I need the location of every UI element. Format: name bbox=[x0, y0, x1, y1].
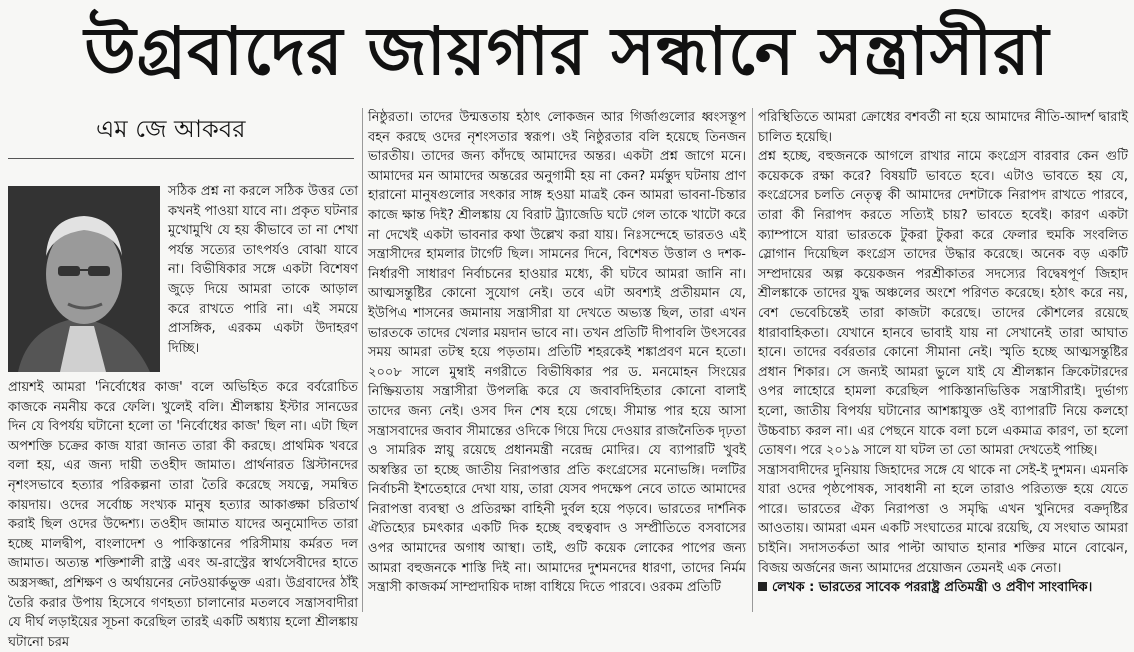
author-photo bbox=[8, 186, 160, 372]
paragraph: প্রায়শই আমরা 'নির্বোধের কাজ' বলে অভিহিত করে বর্বরোচিত কাজকে নমনীয় করে ফেলি। খুলেই বলি। শ্রীলঙ্কায় ইস্টার সানডের দিন যে বিপর্যয় ঘটানো হলো তা 'নির্বোধের কাজ' ছিল না। এটা ছিল অপশক্তি চক্রের কাজ যারা জানত তারা কী করছে। প্রাথমিক খবরে বলা হয়, এর জন্য দায়ী তওহীদ জামাত। প্রার্থনারত খ্রিস্টানদের নৃশংসভাবে হত্যার পরিকল্পনা তারা তৈরি করেছে সযত্নে, সমন্বিত কায়দায়। ওদের সর্বোচ্চ সংখ্যক মানুষ হত্যার আকাঙ্ক্ষা চরিতার্থ করাই ছিল ওদের উদ্দেশ্য। তওহীদ জামাত যাদের অনুমোদিত তারা হচ্ছে মালদ্বীপ, বাংলাদেশ ও পাকিস্তানের পরিসীমায় কর্মরত দল জামাত। অত্যন্ত শক্তিশালী রাস্ট্র এবং অ-রাস্ট্রের স্বার্থসেবীদের হাতে অস্ত্রসজ্জা, প্রশিক্ষণ ও অর্থায়নের নেটওয়ার্কভুক্ত এরা। উগ্রবাদের ঠাঁই তৈরি করার উপায় হিসেবে গণহত্যা চালানোর মতলবে সন্ত্রাসবাদীরা যে দীর্ঘ লড়াইয়ের সূচনা করেছিল তারই একটি অধ্যায় হলো শ্রীলঙ্কায় ঘটানো চরম bbox=[8, 380, 358, 650]
square-bullet-icon bbox=[758, 582, 767, 591]
column-2 bbox=[368, 108, 746, 612]
byline-rule bbox=[8, 158, 354, 159]
column-divider bbox=[752, 108, 753, 612]
column-3 bbox=[758, 108, 1128, 612]
author-portrait-icon bbox=[8, 186, 160, 372]
author-note-text: লেখক : ভারতের সাবেক পররাষ্ট্র প্রতিমন্ত্রী ও প্রবীণ সাংবাদিক। bbox=[772, 580, 1093, 596]
paragraph: পরিস্থিতিতে আমরা ক্রোধের বশবর্তী না হয়ে আমাদের নীতি-আদর্শ দ্বারাই চালিত হয়েছি। bbox=[758, 110, 1128, 145]
column-divider bbox=[362, 108, 363, 612]
paragraph: প্রশ্ন হচ্ছে, বহুজনকে আগলে রাখার নামে কংগ্রেস বারবার কেন গুটি কয়েককে রক্ষা করে? বিষয়টি ভাবতে হবে। এটাও ভাবতে হয় যে, কংগ্রেসের চলতি নেতৃত্ব কী আমাদের দেশটাকে নিরাপদ রাখতে পারবে, তারা কী নিরাপদ করতে সত্যিই চায়? ভাবতে হবেই। কারণ একটা ক্যাম্পাসে যারা ভারতকে টুকরা টুকরা করে ফেলার হুমকি সংবলিত স্লোগান দিয়েছিল কংগ্রেস তাদের উদ্ধার করেছে। অনেক বড় একটি সম্প্রদায়ের অল্প কয়েকজন পরশ্রীকাতর সদস্যের বিদ্বেষপূর্ণ জিহাদ শ্রীলঙ্কাকে তাদের যুদ্ধ অঞ্চলের অংশে পরিণত করেছে। হঠাৎ করে নয়, বেশ ভেবেচিন্তেই তারা কাজটা করেছে। তাদের কৌশলের রয়েছে ধারাবাহিকতা। যেখানে হানবে ভাবাই যায় না সেখানেই তারা আঘাত হানে। তাদের বর্বরতার কোনো সীমানা নেই। স্মৃতি হচ্ছে আত্মসন্তুষ্টির প্রধান শিকার। সে জন্যই আমরা ভুলে যাই যে শ্রীলঙ্কান ক্রিকেটারদের ওপর লাহোরে হামলা করেছিল পাকিস্তানভিত্তিক সন্ত্রাসীরাই। দুর্ভাগ্য হলো, জাতীয় বিপর্যয় ঘটানোর আশঙ্কাযুক্ত ওই ব্যাপারটি নিয়ে কলহো উচ্চবাচ্য করল না। এর পেছনে যাকে বলা চলে একমাত্র কারণ, তা হলো তোষণ। পরে ২০১৯ সালে যা ঘটল তা তো আমরা দেখতেই পাচ্ছি। bbox=[758, 149, 1128, 459]
paragraph: সন্ত্রাসবাদীদের দুনিয়ায় জিহাদের সঙ্গে যে থাকে না সেই-ই দুশমন। এমনকি যারা ওদের পৃষ্ঠপোষক, সাবধানী না হলে তারাও পরিত্যক্ত হয়ে যেতে পারে। ভারতের ঐক্য নিরাপত্তা ও সমৃদ্ধি এখন খুনিদের বক্রদৃষ্টির আওতায়। আমরা এমন একটি সংঘাতের মাঝে রয়েছি, যে সংঘাত আমরা চাইনি। সদাসতর্কতা আর পাল্টা আঘাত হানার শক্তির মানে বোঝেন, বিজয় অর্জনের জন্য আমাদের প্রয়োজন তেমনই এক নেতা। bbox=[758, 462, 1128, 576]
headline: উগ্রবাদের জায়গার সন্ধানে সন্ত্রাসীরা bbox=[84, 13, 1050, 90]
column-1-top bbox=[168, 182, 358, 378]
paragraph: নিষ্ঠুরতা। তাদের উন্মত্ততায় হঠাৎ লোকজন আর গির্জাগুলোর ধ্বংসস্তূপ বহন করছে ওদের নৃশংসতার স্বরূপ। ওই নিষ্ঠুরতার বলি হয়েছে তিনজন ভারতীয়। তাদের জন্য কাঁদছে আমাদের অন্তর। একটা প্রশ্ন জাগে মনে। আমাদের মন আমাদের অন্তরের অনুগামী হয় না কেন? মর্মন্তুদ ঘটনায় প্রাণ হারানো মানুষগুলোর সৎকার সাঙ্গ হওয়া মাত্রই কেন আমরা ভাবনা-চিন্তার কাজে ক্ষান্ত দিই? শ্রীলঙ্কায় যে বিরাট ট্র্যাজেডি ঘটে গেল তাকে খাটো করে না দেখেই একটা ভাবনার কথা উল্লেখ করা যায়। নিঃসন্দেহে ভারতও এই সন্ত্রাসীদের হামলার টার্গেট ছিল। সামনের দিনে, বিশেষত উত্তাল ও দশক-নির্ধারণী সাধারণ নির্বাচনের হাওয়ার মধ্যে, কী ঘটবে আমরা জানি না। আত্মসন্তুষ্টির কোনো সুযোগ নেই। তবে এটা অবশ্যই প্রতীয়মান যে, ইউপিএ শাসনের জমানায় সন্ত্রাসীরা যা দেখতে অভ্যস্ত ছিল, তারা এখন ভারতকে তাদের খেলার ময়দান ভাবে না। তখন প্রতিটি দীপাবলি উৎসবের সময় আমরা তটস্থ হয়ে পড়তাম। প্রতিটি শহরকেই শঙ্কাপ্রবণ মনে হতো। ২০০৮ সালে মুম্বাই নগরীতে বিভীষিকার পর ড. মনমোহন সিংয়ের নিষ্ক্রিয়তায় সন্ত্রাসীরা উপলব্ধি করে যে জবাবদিহিতার কোনো বালাই তাদের জন্য নেই। ওসব দিন শেষ হয়ে গেছে। সীমান্ত পার হয়ে আসা সন্ত্রাসবাদের জবাব সীমান্তের ওদিকে গিয়ে দিয়ে দেওয়ার রাজনৈতিক দৃঢ়তা ও সামরিক স্নায়ু রয়েছে প্রধানমন্ত্রী নরেন্দ্র মোদির। যে ব্যাপারটি খুবই অস্বস্তির তা হচ্ছে জাতীয় নিরাপত্তার প্রতি কংগ্রেসের মনোভঙ্গি। দলটির নির্বাচনী ইশতেহারে দেখা যায়, তারা যেসব পদক্ষেপ নেবে তাতে আমাদের নিরাপত্তা ব্যবস্থা ও প্রতিরক্ষা বাহিনী দুর্বল হয়ে পড়বে। ভারতের দার্শনিক ঐতিহ্যের চমৎকার একটি দিক হচ্ছে বহুত্ববাদ ও সম্প্রীতিতে বসবাসের ওপর আমাদের অগাধ আস্থা। তাই, গুটি কয়েক লোকের পাপের জন্য আমরা বহুজনকে শাস্তি দিই না। আমাদের দুশমনদের ধারণা, তাদের নির্মম সন্ত্রাসী কাজকর্ম সাম্প্রদায়িক দাঙ্গা বাধিয়ে দিতে পারবে। ওরকম প্রতিটি bbox=[368, 110, 746, 596]
byline: এম জে আকবর bbox=[96, 115, 246, 143]
paragraph: সঠিক প্রশ্ন না করলে সঠিক উত্তর তো কখনই পাওয়া যাবে না। প্রকৃত ঘটনার মুখোমুখি যে হয় কীভাবে তা না শেখা পর্যন্ত সত্যের তাৎপর্যও বোঝা যাবে না। বিভীষিকার সঙ্গে একটা বিশেষণ জুড়ে দিয়ে আমরা তাকে আড়াল করে রাখতে পারি না। এই সময়ে প্রাসঙ্গিক, এরকম একটা উদাহরণ দিচ্ছি। bbox=[168, 184, 358, 356]
author-note bbox=[758, 578, 1128, 598]
column-1-bottom bbox=[8, 378, 358, 650]
